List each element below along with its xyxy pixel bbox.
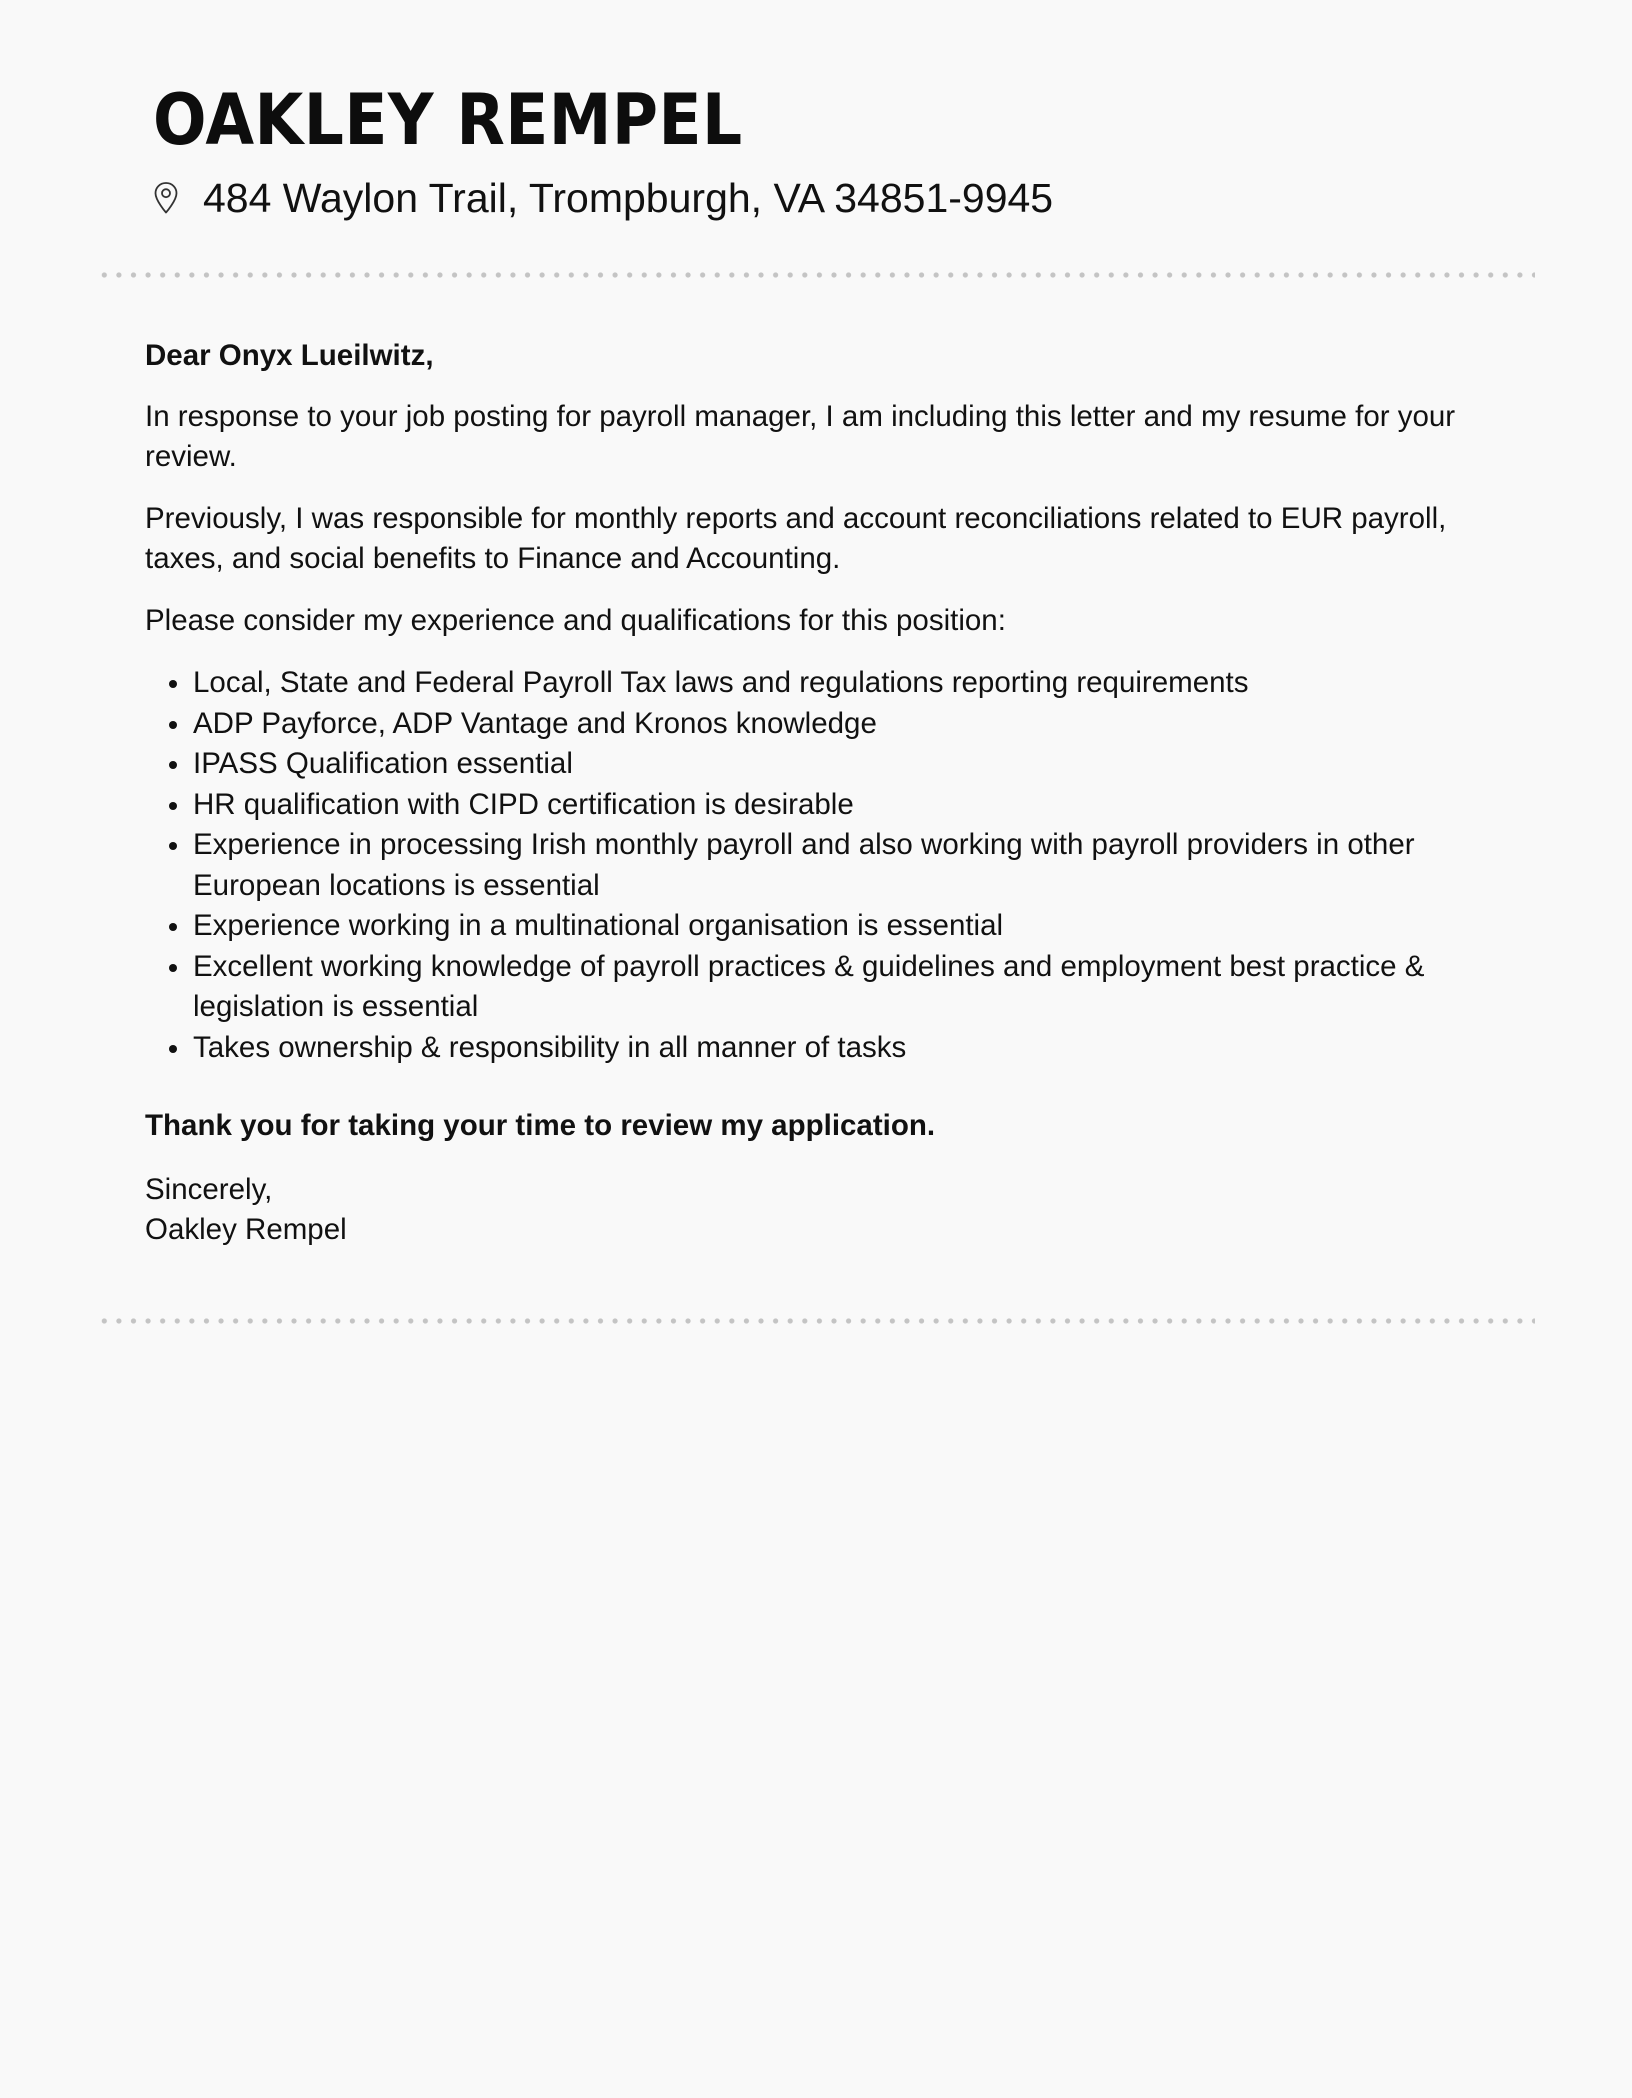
list-item: HR qualification with CIPD certification is desirable — [193, 785, 1505, 826]
list-item: IPASS Qualification essential — [193, 744, 1505, 785]
letter-body — [145, 336, 1505, 1272]
intro-paragraph: In response to your job posting for payroll manager, I am including this letter and my resume for your review. — [145, 400, 1456, 473]
list-item: Experience working in a multinational organisation is essential — [193, 906, 1505, 947]
list-item: Experience in processing Irish monthly payroll and also working with payroll providers in other European locations is essential — [193, 825, 1505, 906]
list-item: ADP Payforce, ADP Vantage and Kronos knowledge — [193, 704, 1505, 745]
signature-name: Oakley Rempel — [145, 1213, 347, 1246]
experience-paragraph: Previously, I was responsible for monthly reports and account reconciliations related to EUR payroll, taxes, and social benefits to Finance and Accounting. — [145, 502, 1447, 575]
qualifications-intro: Please consider my experience and qualifications for this position: — [145, 604, 1006, 637]
address-row — [153, 172, 1493, 224]
map-pin-icon — [153, 179, 183, 217]
list-item: Local, State and Federal Payroll Tax laws and regulations reporting requirements — [193, 663, 1505, 704]
letter-header — [153, 72, 1493, 224]
applicant-address: 484 Waylon Trail, Trompburgh, VA 34851-9945 — [203, 175, 1054, 221]
list-item: Takes ownership & responsibility in all manner of tasks — [193, 1028, 1505, 1069]
salutation: Dear Onyx Lueilwitz, — [145, 339, 434, 372]
list-item: Excellent working knowledge of payroll practices & guidelines and employment best practice & legislation is essential — [193, 947, 1505, 1028]
top-dotted-divider — [97, 272, 1535, 278]
signoff-text: Sincerely, — [145, 1173, 273, 1206]
bottom-dotted-divider — [97, 1318, 1535, 1324]
applicant-name: OAKLEY REMPEL — [153, 79, 743, 161]
closing-statement: Thank you for taking your time to review my application. — [145, 1109, 936, 1142]
signoff-block — [145, 1170, 1505, 1250]
qualifications-list — [145, 663, 1505, 1068]
